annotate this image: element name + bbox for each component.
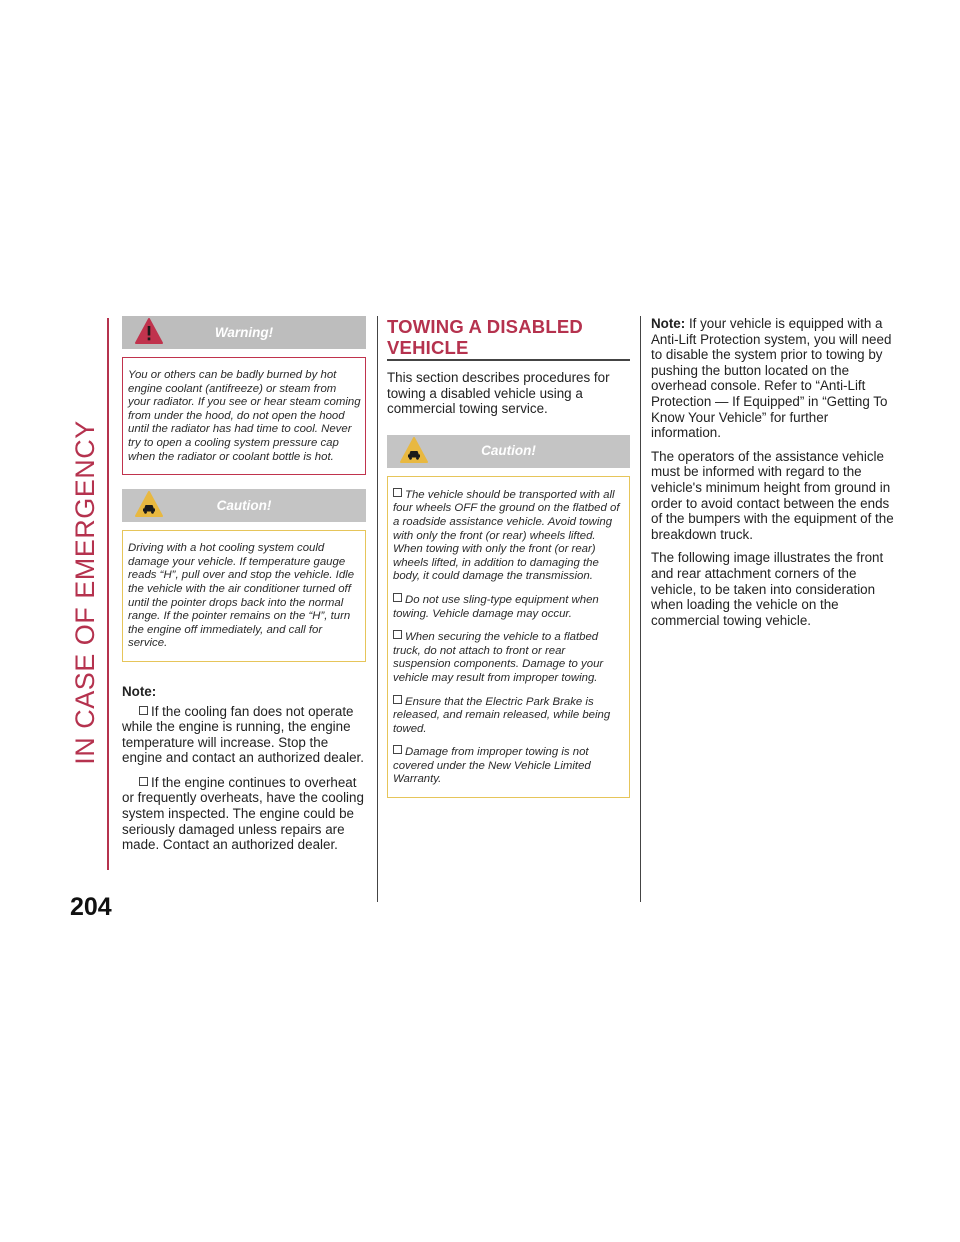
caution-item: Do not use sling-type equipment when towing. Vehicle damage may occur. <box>393 593 599 620</box>
caution-title: Caution! <box>216 497 272 513</box>
towing-caution-header <box>387 435 630 468</box>
body-paragraph: The operators of the assistance vehicle must be informed with regard to the vehicle's minimum height from ground in order to avoid contact between the ends of the bumpers with the equipment of the breakdown truck. <box>651 448 894 542</box>
intro-paragraph: This section describes procedures for towing a disabled vehicle using a commercial towing service. <box>387 370 610 417</box>
checkbox-bullet-icon <box>393 695 402 704</box>
checkbox-bullet-icon <box>393 745 402 754</box>
column-2 <box>387 316 630 798</box>
column-divider <box>640 316 641 902</box>
page-number: 204 <box>70 893 112 921</box>
warning-text: You or others can be badly burned by hot engine coolant (antifreeze) or steam from your radiator. If you see or hear steam coming from under the hood, do not open the hood until the radiator has had time to cool. Never try to open a cooling system pressure cap when the radiator or coolant bottle is hot. <box>128 369 361 463</box>
section-heading: TOWING A DISABLED VEHICLE <box>387 316 630 361</box>
caution-item: Ensure that the Electric Park Brake is released, and remain released, while being towed. <box>393 695 611 735</box>
warning-body <box>122 357 366 475</box>
caution-header <box>122 489 366 522</box>
caution-item: When securing the vehicle to a flatbed truck, do not attach to front or rear suspension components. Damage to your vehicle may result from improper towing. <box>393 631 604 684</box>
checkbox-bullet-icon <box>393 630 402 639</box>
car-skid-caution-icon <box>399 436 429 464</box>
caution-text: Driving with a hot cooling system could damage your vehicle. If temperature gauge reads “H”, pull over and stop the vehicle. Idle the vehicle with the air conditioner turned off until the pointer drops back into the normal range. If the pointer remains on the “H”, turn the engine off immediately, and call for service. <box>128 542 355 650</box>
chapter-tab <box>69 315 100 870</box>
note-label: Note: <box>122 683 157 699</box>
warning-title: Warning! <box>214 324 274 340</box>
anti-lift-note-text: If your vehicle is equipped with a Anti-Lift Protection system, you will need to disable the system prior to towing by pushing the button located on the overhead console. Refer to “Anti-Lift Protection — If Equipped” in “Getting To Know Your Vehicle” for further information. <box>651 316 892 441</box>
checkbox-bullet-icon <box>139 777 148 786</box>
car-skid-caution-icon <box>134 490 164 518</box>
warning-header <box>122 316 366 349</box>
towing-caution-title: Caution! <box>481 443 536 459</box>
caution-item: The vehicle should be transported with all four wheels OFF the ground on the flatbed of a roadside assistance vehicle. Avoid towing with only the front (or rear) wheels lifted. When towing with only the front (or rear) wheels lifted, in addition to damaging the body, it could damage the transmission. <box>393 488 620 583</box>
anti-lift-note <box>651 316 896 441</box>
column-1 <box>122 316 366 862</box>
warning-triangle-icon <box>134 317 164 345</box>
column-divider <box>377 316 378 902</box>
caution-item: Damage from improper towing is not covered under the New Vehicle Limited Warranty. <box>393 746 591 786</box>
towing-caution-body <box>387 476 630 798</box>
checkbox-bullet-icon <box>139 706 148 715</box>
note-item: If the cooling fan does not operate while the engine is running, the engine temperature will increase. Stop the engine and contact an authorized dealer. <box>122 703 364 766</box>
checkbox-bullet-icon <box>393 593 402 602</box>
chapter-title: IN CASE OF EMERGENCY <box>69 420 100 765</box>
checkbox-bullet-icon <box>393 488 402 497</box>
body-paragraph: The following image illustrates the front and rear attachment corners of the vehicle, to be taken into consideration when loading the vehicle on the commercial towing vehicle. <box>651 550 884 628</box>
caution-body <box>122 530 366 662</box>
note-item: If the engine continues to overheat or frequently overheats, have the cooling system inspected. The engine could be seriously damaged unless repairs are made. Contact an authorized dealer. <box>122 774 364 853</box>
note-inline-label: Note: <box>651 316 686 331</box>
column-3 <box>651 316 896 636</box>
chapter-rule <box>107 318 109 870</box>
